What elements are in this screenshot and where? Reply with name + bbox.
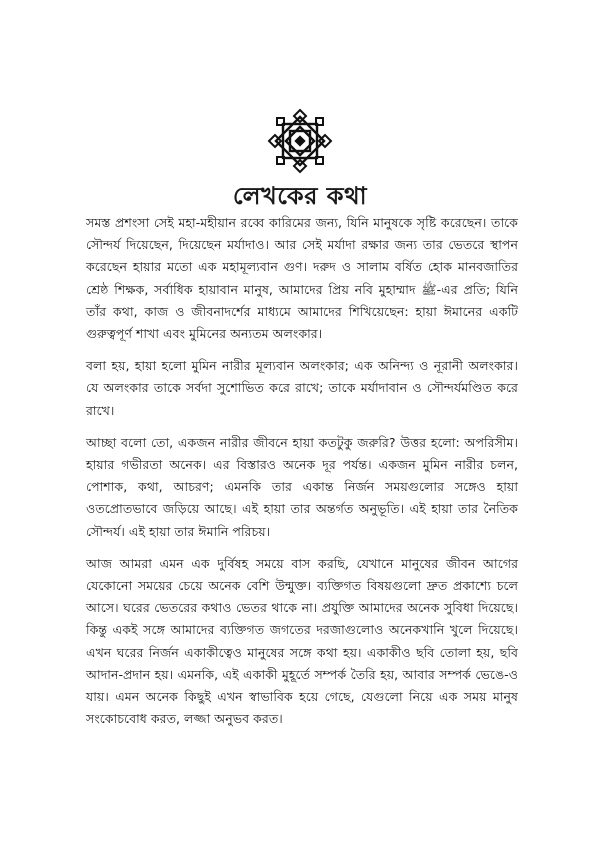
paragraph: আচ্ছা বলো তো, একজন নারীর জীবনে হায়া কতটুকু জরুরি? উত্তর হলো: অপরিসীম। হায়ার গভীরতা অনেক। এর বিস্তারও অনেক দূর পর্যন্ত। একজন মুমিন নারীর চলন, পোশাক, কথা, আচরণ; এমনকি তার একান্ত নির্জন সময়গুলোর সঙ্গেও হায়া ওতপ্রোতভাবে জড়িয়ে আছে। এই হায়া তার অন্তর্গত অনুভূতি। এই হায়া তার নৈতিক সৌন্দর্য। এই হায়া তার ঈমানি পরিচয়। (86, 434, 518, 539)
chapter-title: লেখকের কথা (232, 182, 368, 210)
paragraph: বলা হয়, হায়া হলো মুমিন নারীর মূল্যবান অলংকার; এক অনিন্দ্য ও নূরানী অলংকার। যে অলংকার তাকে সর্বদা সুশোভিত করে রাখে; তাকে মর্যাদাবান ও সৌন্দর্যমণ্ডিত করে রাখে। (86, 358, 518, 418)
chapter-body (86, 212, 518, 740)
paragraph: আজ আমরা এমন এক দুর্বিষহ সময়ে বাস করছি, যেখানে মানুষের জীবন আগের যেকোনো সময়ের চেয়ে অনেক বেশি উন্মুক্ত। ব্যক্তিগত বিষয়গুলো দ্রুত প্রকাশ্যে চলে আসে। ঘরের ভেতরের কথাও ভেতর থাকে না। প্রযুক্তি আমাদের অনেক সুবিধা দিয়েছে। কিন্তু একই সঙ্গে আমাদের ব্যক্তিগত জগতের দরজাগুলোও অনেকখানি খুলে দিয়েছে। এখন ঘরের নির্জন একাকীত্বেও মানুষের সঙ্গে কথা হয়। একাকীও ছবি তোলা হয়, ছবি আদান-প্রদান হয়। এমনকি, এই একাকী মুহূর্তে সম্পর্ক তৈরি হয়, আবার সম্পর্ক ভেঙে-ও যায়। এমন অনেক কিছুই এখন স্বাভাবিক হয়ে গেছে, যেগুলো নিয়ে এক সময় মানুষ সংকোচবোধ করত, লজ্জা অনুভব করত। (86, 555, 518, 727)
geometric-knot-ornament-icon (267, 108, 333, 174)
paragraph: সমস্ত প্রশংসা সেই মহা-মহীয়ান রব্বে কারিমের জন্য, যিনি মানুষকে সৃষ্টি করেছেন। তাকে সৌন্দর্য দিয়েছেন, দিয়েছেন মর্যাদাও। আর সেই মর্যাদা রক্ষার জন্য তার ভেতরে স্থাপন করেছেন হায়ার মতো এক মহামূল্যবান গুণ। দরুদ ও সালাম বর্ষিত হোক মানবজাতির শ্রেষ্ঠ শিক্ষক, সর্বাধিক হায়াবান মানুষ, আমাদের প্রিয় নবি মুহাম্মাদ ﷺ-এর প্রতি; যিনি তাঁর কথা, কাজ ও জীবনাদর্শের মাধ্যমে আমাদের শিখিয়েছেন: হায়া ঈমানের একটি গুরুত্বপূর্ণ শাখা এবং মুমিনের অন্যতম অলংকার। (86, 215, 518, 342)
